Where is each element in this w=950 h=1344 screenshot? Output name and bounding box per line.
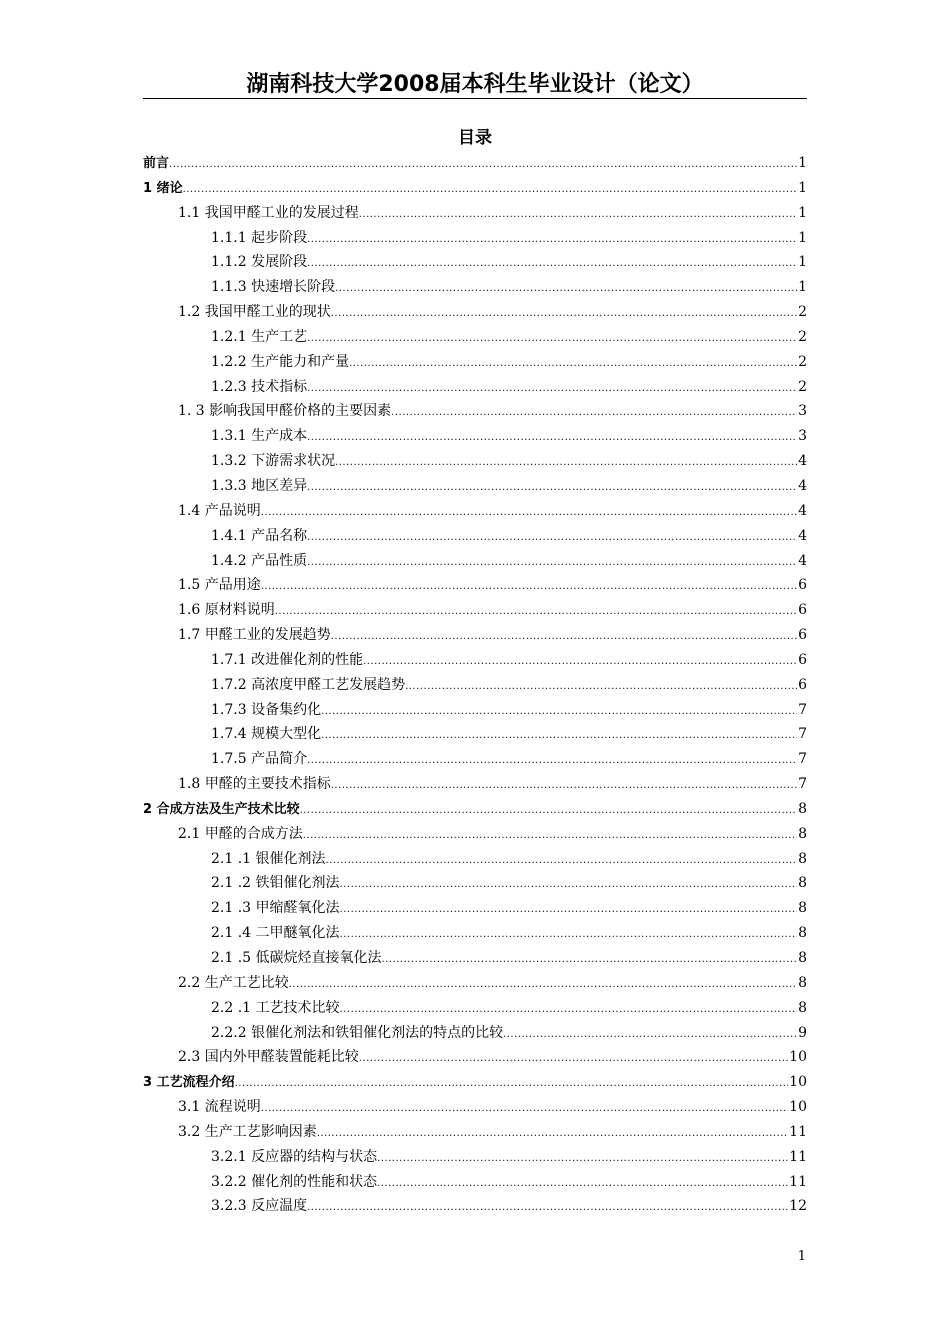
- toc-entry-page: 4: [798, 552, 807, 569]
- toc-entry-page: 9: [798, 1024, 807, 1041]
- toc-entry-page: 8: [798, 900, 807, 917]
- toc-entry-title: 3.2.3 反应温度: [211, 1198, 308, 1215]
- toc-entry-title: 1. 3 影响我国甲醛价格的主要因素: [178, 403, 392, 420]
- toc-entry[interactable]: [143, 151, 807, 176]
- toc-entry-page: 4: [798, 502, 807, 519]
- toc-entry-page: 3: [798, 428, 807, 445]
- toc-entry-page: 2: [798, 378, 807, 395]
- toc-entry[interactable]: [143, 1194, 807, 1219]
- toc-entry-page: 7: [798, 751, 807, 768]
- toc-entry-title: 1.8 甲醛的主要技术指标: [178, 776, 331, 793]
- toc-dot-leader: [340, 898, 798, 923]
- toc-dot-leader: [289, 973, 797, 998]
- toc-entry-title: 1.7.1 改进催化剂的性能: [211, 651, 364, 668]
- toc-entry-title: 1.7.5 产品简介: [211, 751, 308, 768]
- toc-entry[interactable]: [143, 847, 807, 872]
- toc-entry[interactable]: [143, 449, 807, 474]
- toc-entry[interactable]: [143, 350, 807, 375]
- toc-entry-page: 1: [798, 229, 807, 246]
- toc-title: 目录: [458, 128, 492, 148]
- toc-dot-leader: [503, 1023, 797, 1048]
- toc-entry[interactable]: [143, 822, 807, 847]
- toc-dot-leader: [235, 1072, 789, 1097]
- toc-entry-page: 8: [798, 925, 807, 942]
- toc-dot-leader: [359, 1047, 788, 1072]
- toc-entry[interactable]: [143, 648, 807, 673]
- toc-dot-leader: [335, 451, 797, 476]
- toc-dot-leader: [261, 575, 797, 600]
- toc-entry-title: 1.7.4 规模大型化: [211, 726, 322, 743]
- toc-entry-page: 11: [789, 1123, 807, 1140]
- toc-entry[interactable]: [143, 623, 807, 648]
- toc-entry-page: 1: [798, 254, 807, 271]
- toc-entry-page: 11: [789, 1148, 807, 1165]
- toc-entry-title: 1.1.3 快速增长阶段: [211, 279, 336, 296]
- toc-dot-leader: [363, 650, 797, 675]
- toc-entry-title: 1.2 我国甲醛工业的现状: [178, 304, 331, 321]
- toc-dot-leader: [377, 1172, 788, 1197]
- toc-entry-title: 1.4.2 产品性质: [211, 552, 308, 569]
- toc-dot-leader: [321, 724, 797, 749]
- toc-entry[interactable]: [143, 250, 807, 275]
- toc-entry-page: 10: [789, 1074, 807, 1091]
- toc-dot-leader: [261, 501, 797, 526]
- toc-entry-title: 2.2 生产工艺比较: [178, 974, 289, 991]
- table-of-contents: [143, 151, 807, 1219]
- toc-entry-page: 8: [798, 800, 807, 817]
- toc-entry-title: 3.2 生产工艺影响因素: [178, 1123, 317, 1140]
- toc-dot-leader: [307, 252, 797, 277]
- toc-entry[interactable]: [143, 399, 807, 424]
- toc-entry-page: 1: [798, 155, 807, 171]
- toc-entry-title: 1.7.2 高浓度甲醛工艺发展趋势: [211, 676, 406, 693]
- toc-dot-leader: [382, 948, 798, 973]
- toc-dot-leader: [307, 749, 797, 774]
- toc-entry-page: 6: [798, 627, 807, 644]
- toc-entry-page: 10: [789, 1099, 807, 1116]
- toc-entry-title: 1.4 产品说明: [178, 502, 261, 519]
- toc-entry-title: 2 合成方法及生产技术比较: [143, 801, 300, 817]
- toc-entry[interactable]: [143, 971, 807, 996]
- toc-dot-leader: [331, 625, 797, 650]
- toc-entry-page: 6: [798, 651, 807, 668]
- toc-dot-leader: [321, 700, 797, 725]
- toc-entry-page: 7: [798, 701, 807, 718]
- toc-entry-title: 3.2.1 反应器的结构与状态: [211, 1148, 378, 1165]
- toc-entry[interactable]: [143, 275, 807, 300]
- toc-entry[interactable]: [143, 474, 807, 499]
- toc-entry[interactable]: [143, 1045, 807, 1070]
- toc-entry-page: 2: [798, 304, 807, 321]
- toc-entry-page: 11: [789, 1173, 807, 1190]
- toc-entry-page: 6: [798, 577, 807, 594]
- toc-dot-leader: [359, 203, 797, 228]
- toc-entry[interactable]: [143, 524, 807, 549]
- toc-dot-leader: [331, 774, 797, 799]
- toc-entry[interactable]: [143, 1170, 807, 1195]
- toc-entry-page: 4: [798, 477, 807, 494]
- toc-entry-title: 1.1.2 发展阶段: [211, 254, 308, 271]
- toc-entry[interactable]: [143, 424, 807, 449]
- toc-entry[interactable]: [143, 1120, 807, 1145]
- toc-entry-title: 2.1 .5 低碳烷烃直接氧化法: [211, 950, 382, 966]
- toc-entry-page: 4: [798, 527, 807, 544]
- toc-entry[interactable]: [143, 871, 807, 896]
- toc-entry[interactable]: [143, 226, 807, 251]
- toc-dot-leader: [405, 675, 797, 700]
- toc-entry-page: 4: [798, 453, 807, 470]
- toc-entry-page: 8: [798, 999, 807, 1016]
- toc-entry[interactable]: [143, 1095, 807, 1120]
- toc-entry-title: 1.2.2 生产能力和产量: [211, 353, 350, 370]
- page-header-title: 湖南科技大学2008届本科生毕业设计（论文）: [246, 72, 704, 97]
- toc-entry-page: 6: [798, 602, 807, 619]
- toc-entry-page: 2: [798, 353, 807, 370]
- toc-entry[interactable]: [143, 673, 807, 698]
- toc-entry-title: 2.2 .1 工艺技术比较: [211, 999, 340, 1016]
- toc-entry-title: 2.2.2 银催化剂法和铁钼催化剂法的特点的比较: [211, 1024, 504, 1041]
- toc-dot-leader: [317, 1122, 788, 1147]
- toc-dot-leader: [307, 377, 797, 402]
- toc-entry[interactable]: [143, 549, 807, 574]
- toc-entry-page: 8: [798, 875, 807, 892]
- toc-dot-leader: [275, 600, 797, 625]
- toc-dot-leader: [340, 998, 798, 1023]
- toc-entry[interactable]: [143, 300, 807, 325]
- page-number: 1: [797, 1249, 806, 1264]
- toc-dot-leader: [307, 551, 797, 576]
- toc-entry-title: 1.3.3 地区差异: [211, 477, 308, 494]
- toc-dot-leader: [307, 327, 797, 352]
- toc-entry-title: 2.1 .2 铁钼催化剂法: [211, 875, 340, 892]
- toc-entry-page: 8: [798, 850, 807, 867]
- toc-entry-page: 7: [798, 726, 807, 743]
- toc-entry-title: 1.2.3 技术指标: [211, 378, 308, 395]
- toc-dot-leader: [169, 153, 797, 178]
- toc-entry-title: 前言: [143, 156, 170, 171]
- toc-entry-title: 2.1 .1 银催化剂法: [211, 850, 326, 867]
- toc-entry-title: 1.7 甲醛工业的发展趋势: [178, 627, 331, 644]
- toc-entry-title: 1.2.1 生产工艺: [211, 328, 308, 345]
- toc-entry-page: 10: [789, 1049, 807, 1066]
- toc-entry-title: 2.1 甲醛的合成方法: [178, 825, 303, 842]
- toc-dot-leader: [349, 352, 797, 377]
- toc-entry[interactable]: [143, 176, 807, 201]
- toc-entry[interactable]: [143, 698, 807, 723]
- toc-dot-leader: [300, 799, 798, 824]
- toc-entry-title: 1.1.1 起步阶段: [211, 229, 308, 246]
- toc-entry-page: 7: [798, 776, 807, 793]
- toc-dot-leader: [183, 178, 798, 203]
- toc-entry-title: 3.2.2 催化剂的性能和状态: [211, 1173, 378, 1190]
- toc-entry-page: 1: [798, 204, 807, 221]
- toc-entry[interactable]: [143, 896, 807, 921]
- toc-entry[interactable]: [143, 499, 807, 524]
- toc-entry[interactable]: [143, 921, 807, 946]
- toc-entry-title: 1.5 产品用途: [178, 577, 261, 594]
- toc-dot-leader: [377, 1147, 788, 1172]
- toc-entry[interactable]: [143, 598, 807, 623]
- toc-entry[interactable]: [143, 996, 807, 1021]
- toc-entry[interactable]: [143, 772, 807, 797]
- toc-dot-leader: [340, 923, 798, 948]
- toc-entry-title: 1.3.1 生产成本: [211, 428, 308, 445]
- toc-dot-leader: [307, 426, 797, 451]
- toc-entry[interactable]: [143, 325, 807, 350]
- toc-entry-page: 2: [798, 328, 807, 345]
- toc-entry-page: 12: [789, 1198, 807, 1215]
- toc-entry-page: 6: [798, 676, 807, 693]
- toc-dot-leader: [326, 849, 798, 874]
- toc-entry-page: 3: [798, 403, 807, 420]
- toc-entry[interactable]: [143, 201, 807, 226]
- toc-dot-leader: [340, 873, 798, 898]
- toc-entry[interactable]: [143, 1021, 807, 1046]
- toc-dot-leader: [391, 401, 797, 426]
- toc-entry[interactable]: [143, 722, 807, 747]
- toc-dot-leader: [303, 824, 797, 849]
- toc-entry[interactable]: [143, 1070, 807, 1095]
- toc-entry-title: 2.3 国内外甲醛装置能耗比较: [178, 1049, 359, 1066]
- toc-dot-leader: [307, 476, 797, 501]
- toc-dot-leader: [307, 526, 797, 551]
- toc-dot-leader: [331, 302, 797, 327]
- toc-entry-page: 8: [798, 825, 807, 842]
- toc-entry[interactable]: [143, 747, 807, 772]
- toc-dot-leader: [335, 277, 797, 302]
- toc-entry-title: 2.1 .3 甲缩醛氧化法: [211, 900, 340, 917]
- toc-dot-leader: [307, 1196, 788, 1221]
- toc-entry[interactable]: [143, 375, 807, 400]
- toc-entry-page: 1: [798, 279, 807, 296]
- toc-entry-title: 1.3.2 下游需求状况: [211, 453, 336, 470]
- toc-entry-page: 8: [798, 974, 807, 991]
- header-rule: [143, 98, 807, 99]
- toc-entry-title: 2.1 .4 二甲醚氧化法: [211, 925, 340, 942]
- toc-dot-leader: [307, 228, 797, 253]
- toc-entry[interactable]: [143, 797, 807, 822]
- toc-dot-leader: [261, 1097, 788, 1122]
- toc-entry-title: 3.1 流程说明: [178, 1099, 261, 1116]
- toc-entry-title: 1.1 我国甲醛工业的发展过程: [178, 204, 359, 221]
- toc-entry-title: 3 工艺流程介绍: [143, 1075, 235, 1091]
- toc-entry-title: 1.7.3 设备集约化: [211, 701, 322, 718]
- toc-entry-title: 1.4.1 产品名称: [211, 527, 308, 544]
- toc-entry[interactable]: [143, 1145, 807, 1170]
- toc-entry-page: 8: [798, 950, 807, 966]
- toc-entry[interactable]: [143, 573, 807, 598]
- toc-entry-title: 1 绪论: [143, 180, 183, 196]
- toc-entry-page: 1: [798, 179, 807, 196]
- toc-entry-title: 1.6 原材料说明: [178, 602, 275, 619]
- toc-entry[interactable]: [143, 946, 807, 971]
